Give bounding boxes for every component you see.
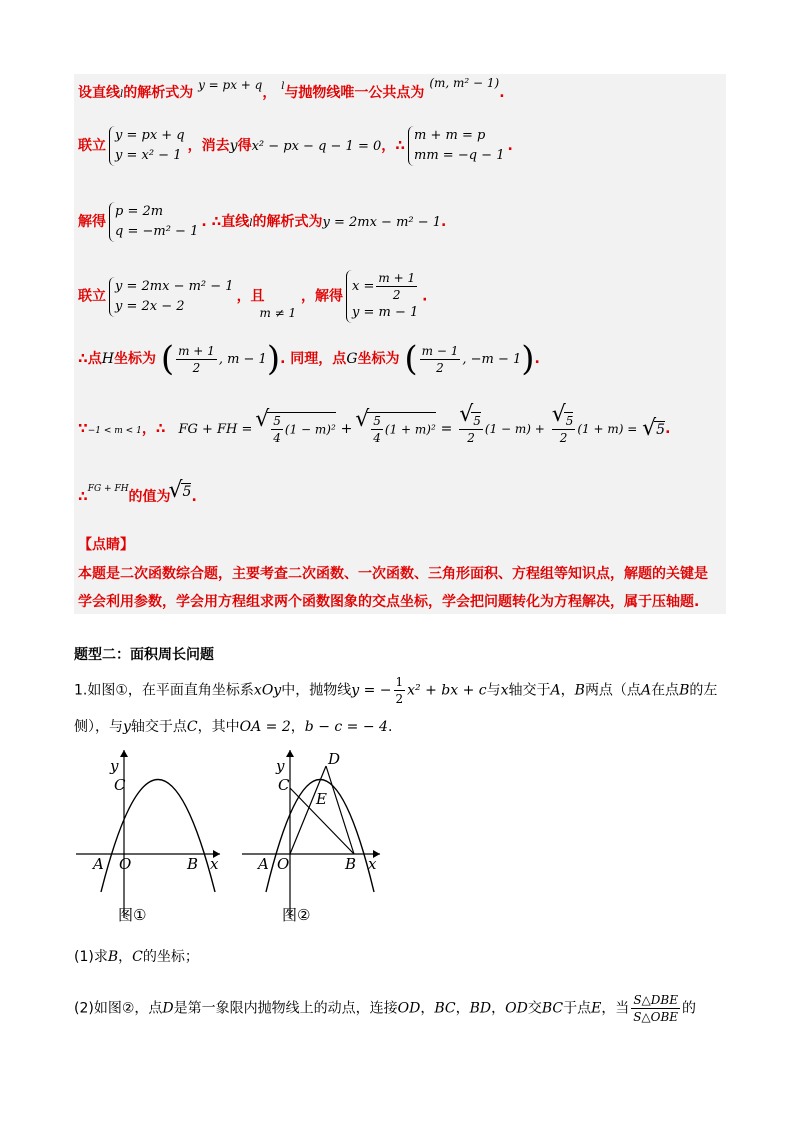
text: 轴交于点 bbox=[130, 719, 187, 735]
summary-note: 本题是二次函数综合题，主要考查二次函数、一次函数、三角形面积、方程组等知识点，解题的关键是学会利用参数，学会用方程组求两个函数图象的交点坐标，学会把问题转化为方程解决，属于压轴题. bbox=[78, 566, 708, 610]
label-y: y bbox=[276, 757, 285, 775]
text: 的坐标； bbox=[142, 949, 199, 965]
figures bbox=[70, 740, 390, 930]
text: 的解析式为 bbox=[123, 85, 194, 101]
fraction-denominator: 2 bbox=[392, 288, 401, 302]
segment-BD bbox=[326, 766, 354, 854]
text: 得 bbox=[237, 138, 252, 154]
figure-2 bbox=[242, 750, 380, 924]
equation-system bbox=[346, 270, 419, 323]
text: ，消去 bbox=[187, 138, 230, 154]
text: . bbox=[499, 85, 505, 101]
math-equation: y = 2mx − m² − 1 bbox=[322, 215, 442, 230]
math-B: B bbox=[679, 682, 690, 699]
sqrt-radicand: 5 bbox=[182, 483, 192, 500]
text: (1)求 bbox=[74, 949, 108, 965]
solution-line-7 bbox=[78, 483, 197, 506]
text: 设直线 bbox=[78, 85, 120, 101]
solution-line-3 bbox=[78, 202, 446, 242]
text: ， bbox=[290, 719, 305, 735]
math-E: E bbox=[591, 1000, 602, 1017]
text: 的值为 bbox=[128, 489, 171, 505]
fraction-numerator: √ 5 bbox=[273, 414, 281, 428]
text: 与 bbox=[486, 682, 501, 699]
math-C: C bbox=[186, 719, 198, 735]
text: 【点睛】 bbox=[78, 537, 134, 553]
math-term: (1 − m) + bbox=[484, 422, 545, 436]
text: 联立 bbox=[78, 138, 106, 154]
text: ∴点 bbox=[78, 351, 102, 367]
math-A: A bbox=[550, 682, 561, 699]
text: ， bbox=[420, 1000, 435, 1017]
figure-1 bbox=[76, 750, 220, 924]
math-condition: m ≠ 1 bbox=[259, 305, 297, 320]
text: 两点（点 bbox=[584, 682, 641, 699]
fraction-denominator: 4 bbox=[273, 431, 281, 445]
equation: y = px + q bbox=[115, 128, 185, 143]
equation: m + m = p bbox=[414, 128, 486, 143]
fraction-numerator: S△DBE bbox=[633, 993, 678, 1007]
fraction-denominator: 2 bbox=[559, 431, 568, 445]
math-y: y bbox=[123, 719, 131, 735]
math-point: (m, m² − 1) bbox=[429, 76, 500, 90]
equation-system bbox=[109, 126, 185, 166]
text: (2)如图②，点 bbox=[74, 1000, 163, 1017]
text: ，当 bbox=[601, 1000, 630, 1017]
math-y: y bbox=[229, 138, 238, 154]
text: . bbox=[422, 288, 428, 305]
math-operator: = bbox=[440, 421, 453, 437]
y-axis-arrow bbox=[286, 750, 294, 757]
label-C: C bbox=[278, 776, 290, 794]
text: 于点 bbox=[563, 1000, 592, 1017]
text: . ∴直线 bbox=[201, 214, 250, 230]
math-line-eq: y = px + q bbox=[198, 78, 263, 92]
text: ∴ bbox=[78, 489, 88, 505]
math-x: x bbox=[500, 682, 509, 699]
equation: y = m − 1 bbox=[352, 305, 419, 320]
question-line-1 bbox=[74, 674, 717, 707]
equation: y = 2x − 2 bbox=[115, 298, 185, 314]
sqrt-radicand: 5 bbox=[656, 421, 666, 438]
text: 轴交于 bbox=[508, 682, 551, 699]
math-y: y = − bbox=[351, 682, 392, 699]
equation: y = x² − 1 bbox=[115, 148, 182, 163]
sqrt-radicand: 5 bbox=[565, 414, 574, 428]
text: 是第一象限内抛物线上的动点，连接 bbox=[173, 1000, 398, 1017]
solution-block bbox=[74, 74, 726, 614]
text: . bbox=[191, 489, 197, 505]
section-title: 题型二：面积周长问题 bbox=[74, 647, 214, 663]
text: . bbox=[507, 138, 513, 154]
text: 的解析式为 bbox=[252, 214, 323, 230]
label-y: y bbox=[110, 757, 119, 775]
math-C: C bbox=[132, 949, 143, 965]
text: ，解得 bbox=[301, 288, 344, 305]
label-A: A bbox=[258, 855, 269, 873]
math-expression: FG + FH bbox=[87, 484, 129, 494]
math-B: B bbox=[574, 682, 585, 699]
label-B: B bbox=[345, 855, 357, 873]
math-BC: BC bbox=[541, 1000, 564, 1017]
equation: mm = −q − 1 bbox=[414, 148, 505, 163]
math-coordinate: , −m − 1 bbox=[462, 352, 522, 367]
text: ， bbox=[455, 1000, 470, 1017]
math-l: l bbox=[120, 89, 124, 100]
label-B: B bbox=[187, 855, 199, 873]
text: 交 bbox=[527, 1000, 542, 1017]
text: 中，抛物线 bbox=[281, 682, 352, 699]
dianjing-label bbox=[78, 534, 134, 554]
equation-system bbox=[109, 277, 234, 317]
math-term: (1 + m) = bbox=[577, 422, 638, 436]
text: 侧），与 bbox=[74, 719, 123, 735]
text: 的 bbox=[681, 1000, 696, 1017]
math-A: A bbox=[640, 682, 652, 699]
text: ，∴ bbox=[381, 138, 406, 154]
label-A: A bbox=[93, 855, 104, 873]
label-O: O bbox=[277, 855, 290, 873]
solution-line-6 bbox=[78, 412, 670, 446]
text: ， bbox=[262, 85, 277, 101]
fraction-denominator: 4 bbox=[373, 431, 381, 445]
text: ，且 bbox=[236, 288, 265, 305]
equation-system bbox=[408, 126, 504, 166]
math-condition: −1 < m < 1 bbox=[87, 426, 142, 436]
fraction-numerator: 1 bbox=[395, 675, 404, 689]
math-x: x = bbox=[352, 279, 375, 294]
label-E: E bbox=[316, 790, 327, 808]
math-coordinate: , m − 1 bbox=[218, 352, 267, 367]
parabola bbox=[101, 780, 215, 893]
text: . bbox=[387, 719, 393, 735]
fraction-denominator: 2 bbox=[192, 360, 201, 375]
math-OD: OD bbox=[505, 1000, 528, 1017]
label-C: C bbox=[114, 776, 126, 794]
text: 坐标为 bbox=[357, 351, 400, 367]
equation: y = 2mx − m² − 1 bbox=[115, 278, 234, 294]
math-l: l bbox=[249, 218, 253, 229]
text: . bbox=[534, 351, 540, 367]
fraction-denominator: 2 bbox=[395, 692, 404, 706]
caption-2: 图② bbox=[282, 906, 311, 924]
fraction-numerator: √ 5 bbox=[373, 414, 381, 428]
math-equation: x² + bx + c bbox=[407, 682, 487, 699]
math-G: G bbox=[346, 351, 358, 367]
text: 解得 bbox=[78, 214, 106, 230]
solution-line-4 bbox=[78, 270, 427, 323]
solution-line-2 bbox=[78, 126, 513, 166]
text: 1.如图①，在平面直角坐标系 bbox=[74, 682, 254, 699]
math-term: (1 + m)² bbox=[384, 422, 436, 437]
text: 联立 bbox=[78, 288, 106, 305]
text: . bbox=[441, 214, 447, 230]
text: ， bbox=[491, 1000, 506, 1017]
math-expression: FG + FH = bbox=[178, 422, 253, 437]
fraction-denominator: 2 bbox=[467, 431, 475, 445]
math-H: H bbox=[101, 351, 114, 367]
math-OD: OD bbox=[397, 1000, 421, 1017]
math-term: (1 − m)² bbox=[284, 422, 336, 437]
fraction-numerator: m + 1 bbox=[178, 343, 215, 358]
equation-system bbox=[109, 202, 198, 242]
text: ，∴ bbox=[141, 421, 166, 437]
text: . bbox=[665, 421, 671, 437]
solution-line-1 bbox=[78, 76, 505, 102]
text: ， bbox=[560, 682, 575, 699]
equation: p = 2m bbox=[115, 204, 164, 219]
math-equation: OA = 2 bbox=[239, 719, 291, 735]
text: . 同理，点 bbox=[280, 351, 347, 367]
label-O: O bbox=[119, 855, 132, 873]
part-2 bbox=[74, 992, 696, 1025]
math-equation: x² − px − q − 1 = 0 bbox=[251, 139, 382, 154]
equation: q = −m² − 1 bbox=[115, 224, 199, 239]
fraction-numerator: m + 1 bbox=[378, 271, 416, 285]
math-D: D bbox=[162, 1000, 174, 1017]
text: 的左 bbox=[689, 682, 718, 699]
text: ∵ bbox=[78, 421, 88, 437]
math-l: l bbox=[281, 81, 285, 92]
label-D: D bbox=[328, 750, 341, 768]
question-line-2 bbox=[74, 716, 392, 736]
label-x: x bbox=[210, 855, 219, 873]
text: 在点 bbox=[651, 682, 680, 699]
sqrt-radicand: 5 bbox=[473, 414, 481, 428]
fraction-denominator: 2 bbox=[436, 360, 444, 375]
label-x: x bbox=[368, 855, 377, 873]
math-xOy: xOy bbox=[253, 682, 282, 699]
math-B: B bbox=[107, 949, 119, 965]
text: 与抛物线唯一公共点为 bbox=[284, 85, 425, 101]
text: ， bbox=[118, 949, 133, 965]
segment-OD bbox=[290, 766, 326, 854]
math-operator: + bbox=[340, 421, 353, 437]
fraction-numerator: m − 1 bbox=[421, 343, 459, 358]
math-BD: BD bbox=[469, 1000, 492, 1017]
fraction-denominator: S△OBE bbox=[633, 1010, 679, 1024]
math-equation: b − c = − 4 bbox=[304, 719, 388, 735]
part-1 bbox=[74, 946, 199, 966]
y-axis-arrow bbox=[120, 750, 128, 757]
text: 坐标为 bbox=[113, 351, 156, 367]
solution-line-5: ∴点H坐标为 ( $\frac{m + 1}{2}$ , m − 1). 同理，点G坐标为 ( $\frac{m - 1}{2}$ , −m − 1). bbox=[78, 339, 540, 379]
text: ，其中 bbox=[197, 719, 240, 735]
caption-1: 图① bbox=[118, 906, 147, 924]
math-BC: BC bbox=[434, 1000, 456, 1017]
